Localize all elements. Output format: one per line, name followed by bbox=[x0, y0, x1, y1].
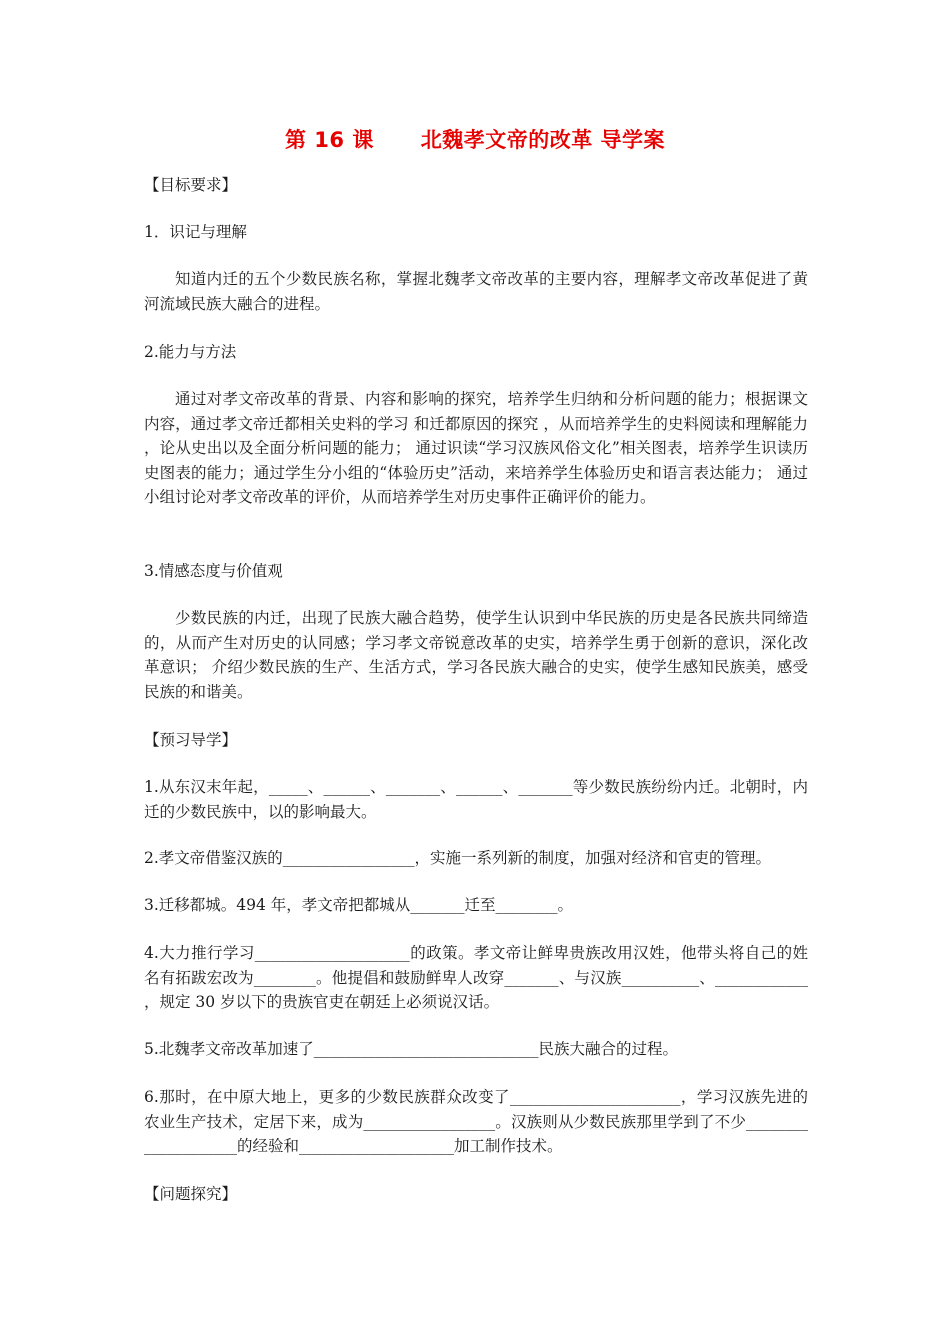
item2-text: 通过对孝文帝改革的背景、内容和影响的探究，培养学生归纳和分析问题的能力；根据课文内容，通过孝文帝迁都相关史料的学习 和迁都原因的探究 ，从而培养学生的史料阅读和理解能力，论从史出以及全面分析问题的能力； 通过识读“学习汉族风俗文化”相关图表，培养学生识读历史图表的能力；通过学生分小组的“体验历史”活动，来培养学生体验历史和语言表达能力； 通过小组讨论对孝文帝改革的评价，从而培养学生对历史事件正确评价的能力。 bbox=[144, 390, 808, 506]
question-6: 6.那时，在中原大地上，更多的少数民族群众改变了______________________，学习汉族先进的农业生产技术，定居下来，成为_________________。汉族则从少数民族那里学到了不少____________________的经验和____________________加工制作技术。 bbox=[144, 1088, 808, 1155]
item1-heading: 1．识记与理解 bbox=[144, 223, 247, 241]
item3-heading: 3.情感态度与价值观 bbox=[144, 562, 283, 580]
question-5: 5.北魏孝文帝改革加速了_____________________________民族大融合的过程。 bbox=[144, 1040, 679, 1058]
preview-heading: 【预习导学】 bbox=[144, 731, 238, 749]
item2-heading: 2.能力与方法 bbox=[144, 343, 237, 361]
item1-text: 知道内迁的五个少数民族名称，掌握北魏孝文帝改革的主要内容，理解孝文帝改革促进了黄河流域民族大融合的进程。 bbox=[144, 270, 808, 313]
goals-heading: 【目标要求】 bbox=[144, 176, 238, 194]
question-2: 2.孝文帝借鉴汉族的_________________，实施一系列新的制度，加强对经济和官吏的管理。 bbox=[144, 849, 772, 867]
inquiry-heading: 【问题探究】 bbox=[144, 1185, 238, 1203]
question-1: 1.从东汉末年起，_____、______、_______、______、_______等少数民族纷纷内迁。北朝时，内迁的少数民族中，以的影响最大。 bbox=[144, 778, 808, 821]
document-title: 第 16 课 北魏孝文帝的改革 导学案 bbox=[284, 128, 666, 152]
question-3: 3.迁移都城。494 年，孝文帝把都城从_______迁至________。 bbox=[144, 896, 574, 914]
item3-text: 少数民族的内迁，出现了民族大融合趋势，使学生认识到中华民族的历史是各民族共同缔造的，从而产生对历史的认同感；学习孝文帝锐意改革的史实，培养学生勇于创新的意识，深化改革意识； 介绍少数民族的生产、生活方式，学习各民族大融合的史实，使学生感知民族美，感受民族的和谐美。 bbox=[144, 609, 808, 701]
question-4: 4.大力推行学习____________________的政策。孝文帝让鲜卑贵族改用汉姓，他带头将自己的姓名有拓跋宏改为________。他提倡和鼓励鲜卑人改穿_______、与汉族__________、____________，规定 30 岁以下的贵族官吏在朝廷上必须说汉话。 bbox=[144, 944, 808, 1011]
